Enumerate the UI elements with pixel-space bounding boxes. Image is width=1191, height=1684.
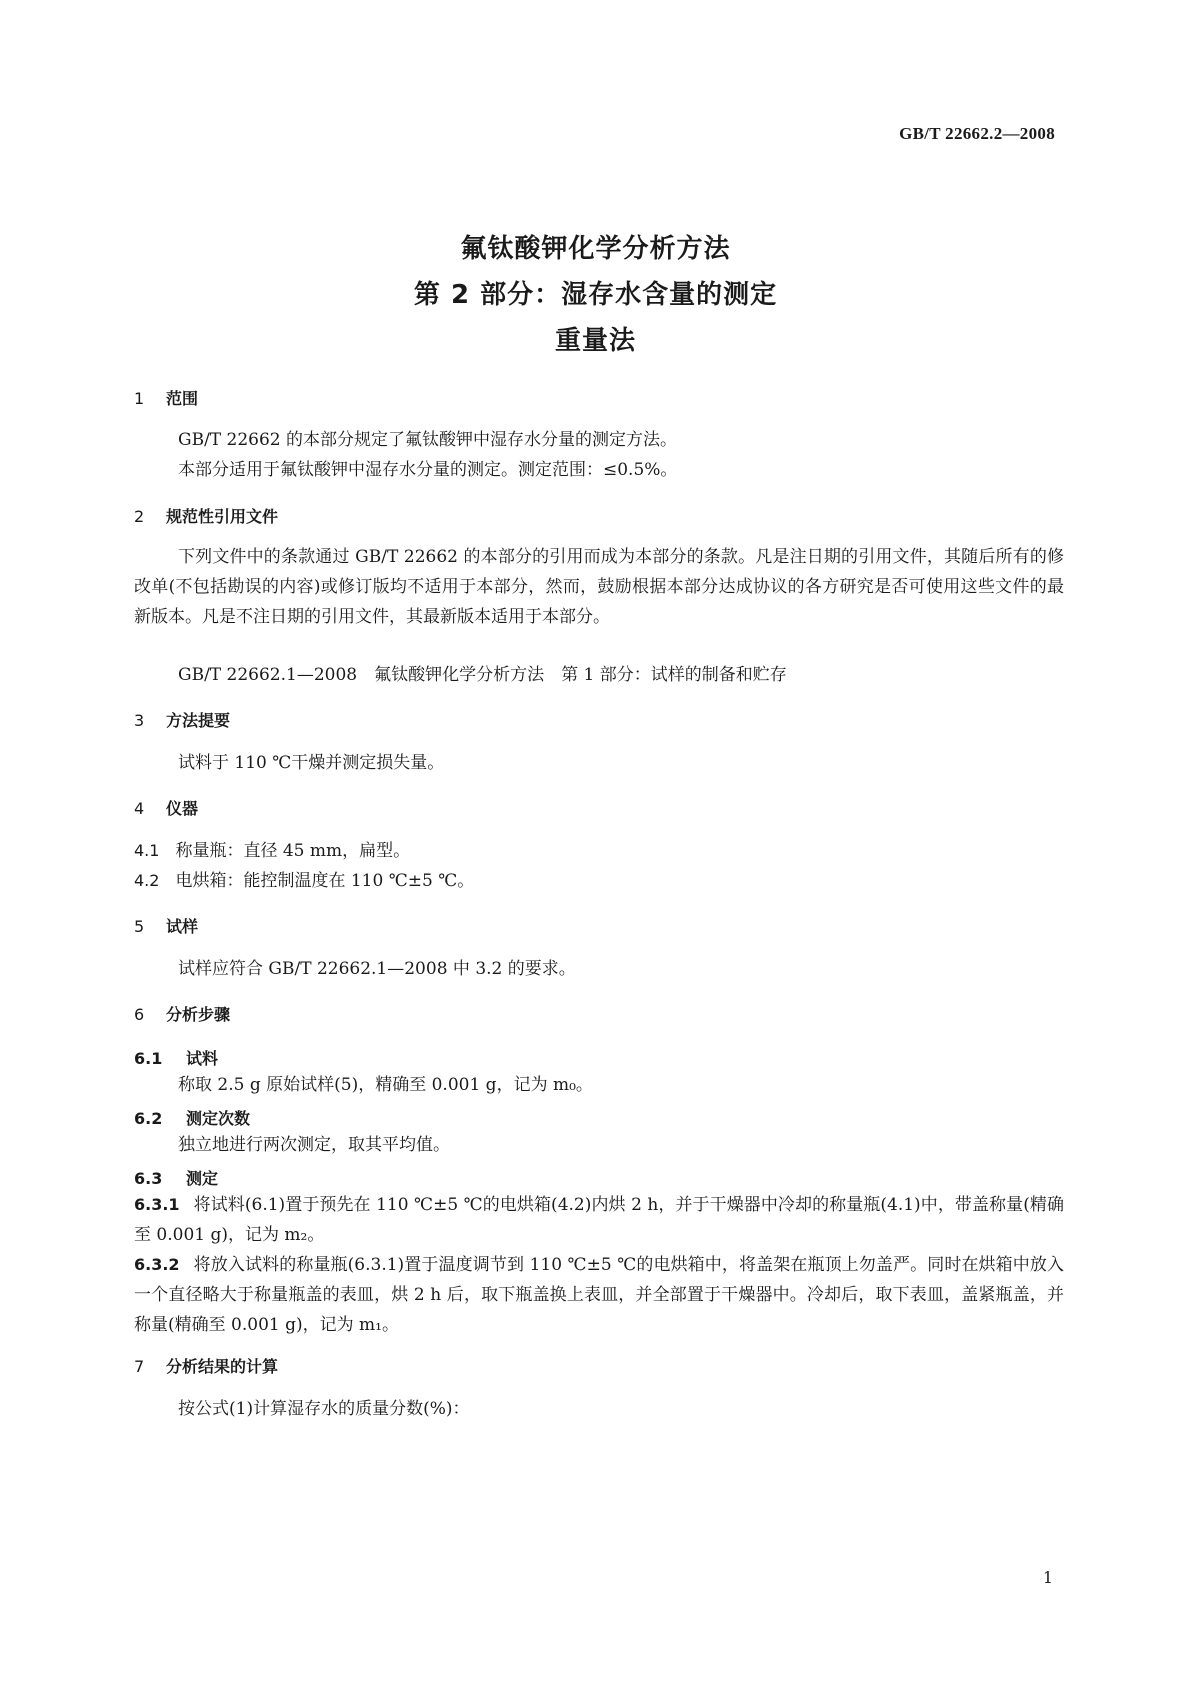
document-title-line2: 第 2 部分：湿存水含量的测定: [413, 280, 778, 310]
section-title: 方法提要: [166, 711, 231, 730]
section-2-heading: [134, 504, 278, 527]
section-number: 3: [134, 711, 145, 730]
clause-number: 4.1: [134, 841, 160, 860]
section-2-paragraph: 下列文件中的条款通过 GB/T 22662 的本部分的引用而成为本部分的条款。凡是注日期的引用文件，其随后所有的修改单(不包括勘误的内容)或修订版均不适用于本部分，然而，鼓励根据本部分达成协议的各方研究是否可使用这些文件的最新版本。凡是不注日期的引用文件，其最新版本适用于本部分。: [134, 547, 1064, 627]
section-3-paragraph: 试料于 110 ℃干燥并测定损失量。: [178, 753, 445, 773]
clause-number: 6.3.1: [134, 1195, 180, 1214]
clause-title: 测定: [186, 1169, 219, 1188]
section-number: 1: [134, 389, 145, 408]
section-5-paragraph: 试样应符合 GB/T 22662.1—2008 中 3.2 的要求。: [178, 959, 576, 979]
section-7-paragraph: 按公式(1)计算湿存水的质量分数(%)：: [178, 1399, 470, 1419]
section-1-paragraph-2: 本部分适用于氟钛酸钾中湿存水分量的测定。测定范围：≤0.5%。: [178, 460, 678, 480]
section-number: 4: [134, 799, 145, 818]
clause-number: 6.3: [134, 1169, 163, 1188]
section-6-heading: [134, 1002, 230, 1025]
clause-title: 测定次数: [186, 1109, 251, 1128]
clause-text: 将放入试料的称量瓶(6.3.1)置于温度调节到 110 ℃±5 ℃的电烘箱中，将盖架在瓶顶上勿盖严。同时在烘箱中放入一个直径略大于称量瓶盖的表皿，烘 2 h 后，取下瓶盖换上表皿，并全部置于干燥器中。冷却后，取下表皿，盖紧瓶盖，并称量(精确至 0.001 g)，记为 m₁。: [134, 1255, 1064, 1335]
section-title: 分析步骤: [166, 1005, 231, 1024]
clause-6-2-text: 独立地进行两次测定，取其平均值。: [178, 1135, 450, 1155]
section-number: 6: [134, 1005, 145, 1024]
section-1-paragraph-1: GB/T 22662 的本部分规定了氟钛酸钾中湿存水分量的测定方法。: [178, 430, 678, 450]
clause-6-3-1: [134, 1190, 1064, 1250]
clause-title: 试料: [186, 1049, 219, 1068]
document-title-line1: 氟钛酸钾化学分析方法: [460, 234, 731, 264]
section-title: 分析结果的计算: [166, 1357, 279, 1376]
normative-reference: GB/T 22662.1—2008 氟钛酸钾化学分析方法 第 1 部分：试样的制备和贮存: [178, 665, 787, 685]
clause-text: 电烘箱：能控制温度在 110 ℃±5 ℃。: [175, 871, 475, 891]
clause-6-1-text: 称取 2.5 g 原始试样(5)，精确至 0.001 g，记为 m₀。: [178, 1075, 593, 1095]
section-1-heading: [134, 386, 198, 409]
section-3-heading: [134, 708, 230, 731]
section-title: 试样: [166, 917, 199, 936]
clause-6-2-heading: [134, 1106, 250, 1129]
section-number: 5: [134, 917, 145, 936]
section-number: 2: [134, 507, 145, 526]
clause-6-3-2: [134, 1250, 1064, 1340]
clause-number: 4.2: [134, 871, 160, 890]
clause-text: 将试料(6.1)置于预先在 110 ℃±5 ℃的电烘箱(4.2)内烘 2 h，并于干燥器中冷却的称量瓶(4.1)中，带盖称量(精确至 0.001 g)，记为 m₂。: [134, 1195, 1064, 1245]
section-5-heading: [134, 914, 198, 937]
clause-number: 6.2: [134, 1109, 163, 1128]
standard-code: GB/T 22662.2—2008: [899, 124, 1055, 143]
page-number: 1: [1042, 1568, 1053, 1587]
clause-6-3-heading: [134, 1166, 218, 1189]
clause-6-1-heading: [134, 1046, 218, 1069]
clause-4-1: [134, 836, 1064, 866]
clause-4-2: [134, 866, 1064, 896]
section-title: 仪器: [166, 799, 199, 818]
clause-text: 称量瓶：直径 45 mm，扁型。: [175, 841, 411, 861]
clause-number: 6.3.2: [134, 1255, 180, 1274]
document-title-line3: 重量法: [554, 326, 636, 356]
clause-number: 6.1: [134, 1049, 163, 1068]
section-4-heading: [134, 796, 198, 819]
section-title: 范围: [166, 389, 199, 408]
section-7-heading: [134, 1354, 278, 1377]
section-title: 规范性引用文件: [166, 507, 279, 526]
section-number: 7: [134, 1357, 145, 1376]
